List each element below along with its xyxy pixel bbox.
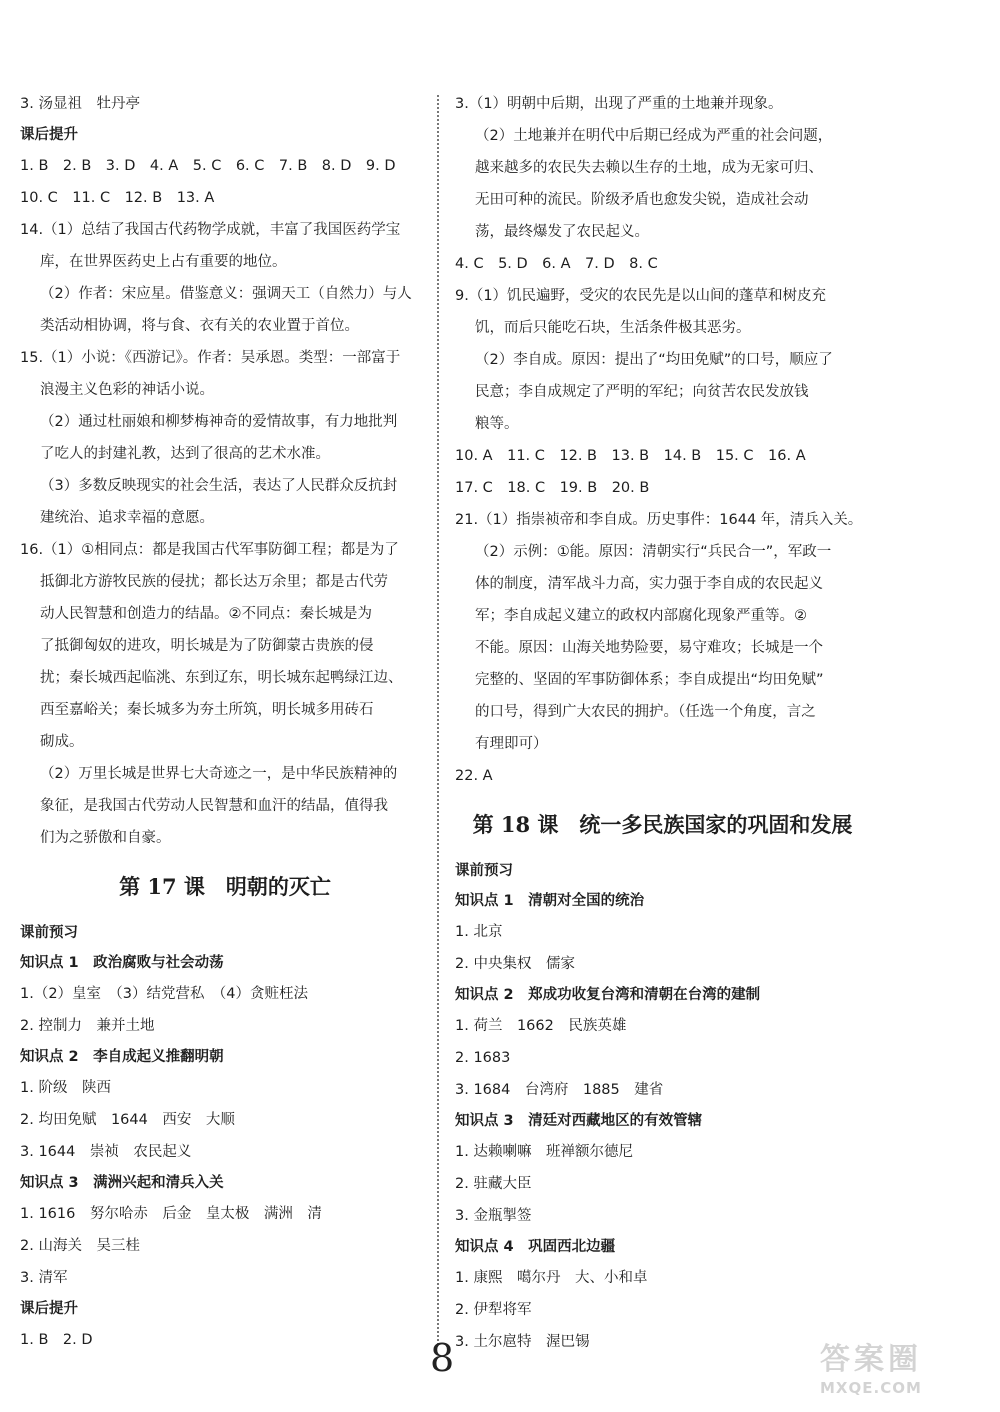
answer-line: 2. 山海关 吴三桂: [20, 1238, 140, 1254]
answer-line: 1. 北京: [455, 924, 503, 940]
watermark: [820, 1342, 990, 1404]
answer-line: 西至嘉峪关；秦长城多为夯土所筑，明长城多用砖石: [40, 702, 374, 718]
answer-line: 粮等。: [475, 416, 519, 432]
left-column: [20, 88, 430, 1356]
answer-line: 1. 康熙 噶尔丹 大、小和卓: [455, 1270, 648, 1286]
answer-line: 3. 金瓶掣签: [455, 1208, 532, 1224]
knowledge-point-heading: 知识点 3 清廷对西藏地区的有效管辖: [455, 1113, 703, 1129]
answer-line: 1. B 2. D: [20, 1332, 93, 1348]
answer-line: 2. 中央集权 儒家: [455, 956, 575, 972]
section-heading-kehou: 课后提升: [20, 1301, 78, 1317]
answer-line: 2. 驻藏大臣: [455, 1176, 532, 1192]
answer-line: 了吃人的封建礼教，达到了很高的艺术水准。: [40, 446, 330, 462]
answer-line: 22. A: [455, 768, 493, 784]
answer-line: 4. C 5. D 6. A 7. D 8. C: [455, 256, 658, 272]
answer-line: 们为之骄傲和自豪。: [40, 830, 171, 846]
answer-line: 1.（2）皇室 （3）结党营私 （4）贪赃枉法: [20, 986, 309, 1002]
page-number: 8: [430, 1336, 455, 1380]
answer-line: （3）多数反映现实的社会生活，表达了人民群众反抗封: [40, 478, 398, 494]
answer-line: 1. 1616 努尔哈赤 后金 皇太极 满洲 清: [20, 1206, 322, 1222]
answer-line: 3. 1684 台湾府 1885 建省: [455, 1082, 664, 1098]
answer-line: 17. C 18. C 19. B 20. B: [455, 480, 650, 496]
answer-line: 1. 达赖喇嘛 班禅额尔德尼: [455, 1144, 633, 1160]
answer-line: （2）通过杜丽娘和柳梦梅神奇的爱情故事，有力地批判: [40, 414, 398, 430]
lesson-17-title: 第 17 课 明朝的灭亡: [119, 874, 331, 899]
knowledge-point-heading: 知识点 2 李自成起义推翻明朝: [20, 1049, 224, 1065]
section-heading-keqian: 课前预习: [455, 863, 513, 879]
answer-line: 3.（1）明朝中后期，出现了严重的土地兼并现象。: [455, 96, 783, 112]
watermark-url: MXQE.COM: [820, 1379, 922, 1397]
answer-line: 建统治、追求幸福的意愿。: [40, 510, 214, 526]
answer-line: 抵御北方游牧民族的侵扰；都长达万余里；都是古代劳: [40, 574, 388, 590]
answer-line: 15.（1）小说：《西游记》。作者：吴承恩。类型：一部富于: [20, 350, 401, 366]
answer-line: 1. 荷兰 1662 民族英雄: [455, 1018, 627, 1034]
answer-line: 有理即可）: [475, 736, 548, 752]
answer-line: 不能。原因：山海关地势险要，易守难攻；长城是一个: [475, 640, 823, 656]
answer-line: 21.（1）指崇祯帝和李自成。历史事件：1644 年，清兵入关。: [455, 512, 863, 528]
answer-line: 类活动相协调，将与食、衣有关的农业置于首位。: [40, 318, 359, 334]
answer-line: 9.（1）饥民遍野，受灾的农民先是以山间的蓬草和树皮充: [455, 288, 827, 304]
answer-line: 1. B 2. B 3. D 4. A 5. C 6. C 7. B 8. D 9. D: [20, 158, 396, 174]
answer-line: 饥，而后只能吃石块，生活条件极其恶劣。: [475, 320, 751, 336]
answer-line: 军；李自成起义建立的政权内部腐化现象严重等。②: [475, 608, 807, 624]
lesson-18-title: 第 18 课 统一多民族国家的巩固和发展: [472, 812, 853, 837]
answer-line: 了抵御匈奴的进攻，明长城是为了防御蒙古贵族的侵: [40, 638, 374, 654]
answer-line: 3. 清军: [20, 1270, 68, 1286]
answer-line: 2. 伊犁将军: [455, 1302, 532, 1318]
answer-line: 扰；秦长城西起临洮、东到辽东，明长城东起鸭绿江边、: [40, 670, 403, 686]
answer-line: 16.（1）①相同点：都是我国古代军事防御工程；都是为了: [20, 542, 399, 558]
knowledge-point-heading: 知识点 2 郑成功收复台湾和清朝在台湾的建制: [455, 987, 761, 1003]
section-heading-keqian: 课前预习: [20, 925, 78, 941]
answer-line: 砌成。: [40, 734, 84, 750]
answer-line: 浪漫主义色彩的神话小说。: [40, 382, 214, 398]
answer-line: 体的制度，清军战斗力高，实力强于李自成的农民起义: [475, 576, 823, 592]
answer-line: 动人民智慧和创造力的结晶。②不同点：秦长城是为: [40, 606, 372, 622]
answer-line: 10. C 11. C 12. B 13. A: [20, 190, 215, 206]
answer-line: 无田可种的流民。阶级矛盾也愈发尖锐，造成社会动: [475, 192, 809, 208]
answer-line: 2. 1683: [455, 1050, 511, 1066]
knowledge-point-heading: 知识点 1 政治腐败与社会动荡: [20, 955, 224, 971]
answer-line: （2）作者：宋应星。借鉴意义：强调天工（自然力）与人: [40, 286, 412, 302]
column-divider: [437, 95, 439, 1345]
answer-line: （2）李自成。原因：提出了“均田免赋”的口号，顺应了: [475, 352, 833, 368]
answer-line: 2. 均田免赋 1644 西安 大顺: [20, 1112, 235, 1128]
answer-line: 2. 控制力 兼并土地: [20, 1018, 155, 1034]
watermark-logo: 答案圈: [820, 1342, 922, 1377]
answer-line: （2）示例：①能。原因：清朝实行“兵民合一”，军政一: [475, 544, 832, 560]
answer-line: 1. 阶级 陕西: [20, 1080, 111, 1096]
right-column: [455, 88, 865, 1358]
answer-line: 象征，是我国古代劳动人民智慧和血汗的结晶，值得我: [40, 798, 388, 814]
answer-line: 3. 1644 崇祯 农民起义: [20, 1144, 192, 1160]
answer-line: 荡，最终爆发了农民起义。: [475, 224, 649, 240]
answer-line: 3. 土尔扈特 渥巴锡: [455, 1334, 590, 1350]
answer-line: 越来越多的农民失去赖以生存的土地，成为无家可归、: [475, 160, 823, 176]
answer-line: （2）土地兼并在明代中后期已经成为严重的社会问题，: [475, 128, 833, 144]
answer-line: 民意；李自成规定了严明的军纪；向贫苦农民发放钱: [475, 384, 809, 400]
knowledge-point-heading: 知识点 1 清朝对全国的统治: [455, 893, 645, 909]
answer-line: 的口号，得到广大农民的拥护。（任选一个角度，言之: [475, 704, 816, 720]
knowledge-point-heading: 知识点 3 满洲兴起和清兵入关: [20, 1175, 224, 1191]
answer-line: 库，在世界医药史上占有重要的地位。: [40, 254, 287, 270]
answer-line: 10. A 11. C 12. B 13. B 14. B 15. C 16. A: [455, 448, 806, 464]
answer-line: 完整的、坚固的军事防御体系；李自成提出“均田免赋”: [475, 672, 824, 688]
section-heading-kehou: 课后提升: [20, 127, 78, 143]
knowledge-point-heading: 知识点 4 巩固西北边疆: [455, 1239, 616, 1255]
answer-line: 3. 汤显祖 牡丹亭: [20, 96, 140, 112]
answer-line: 14.（1）总结了我国古代药物学成就，丰富了我国医药学宝: [20, 222, 401, 238]
answer-line: （2）万里长城是世界七大奇迹之一，是中华民族精神的: [40, 766, 398, 782]
